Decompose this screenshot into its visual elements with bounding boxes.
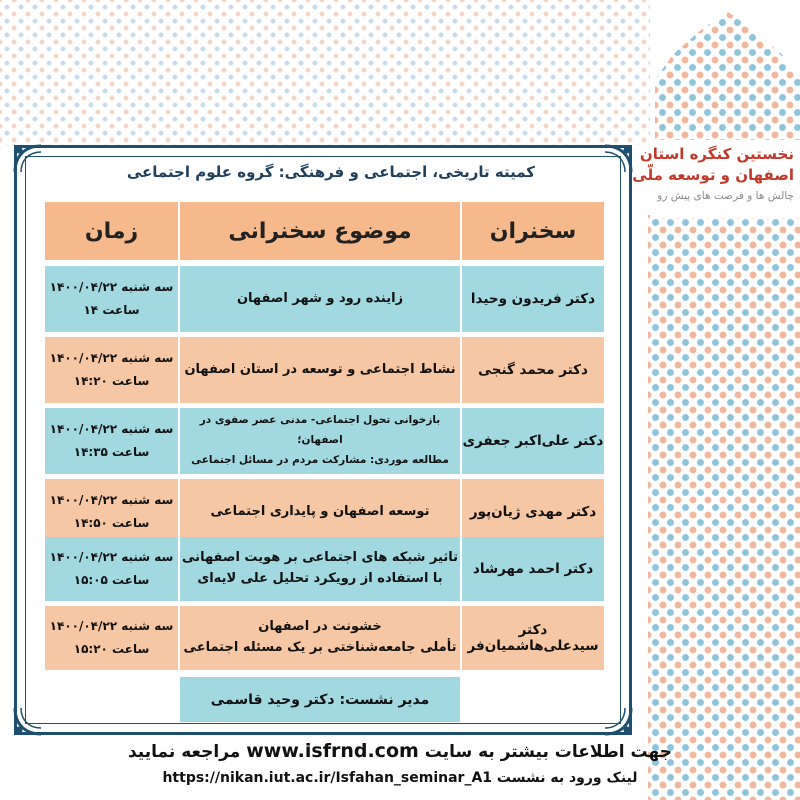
info-suffix: مراجعه نمایید xyxy=(127,742,241,762)
info-footer xyxy=(0,740,800,762)
topic-line: خشونت در اصفهان xyxy=(258,619,382,635)
session-date: سه شنبه ۱۴۰۰/۰۴/۲۲ xyxy=(49,550,174,565)
header-time xyxy=(45,202,178,260)
page-title: کمیته تاریخی، اجتماعی و فرهنگی: گروه علوم اجتماعی xyxy=(126,163,535,181)
row3-speaker xyxy=(462,408,604,474)
row5-time xyxy=(45,537,178,601)
topic-line: تأملی جامعه‌شناختی بر یک مسئله اجتماعی xyxy=(183,640,457,655)
session-date: سه شنبه ۱۴۰۰/۰۴/۲۲ xyxy=(49,619,174,634)
row4-topic xyxy=(180,479,460,545)
topic-line: بازخوانی تحول اجتماعی- مدنی عصر صفوی در اصفهان؛ xyxy=(199,414,441,447)
topic-line: با استفاده از رویکرد تحلیل علی لایه‌ای xyxy=(197,571,443,586)
topic-line: مطالعه موردی: مشارکت مردم در مسائل اجتماعی xyxy=(191,453,449,466)
row5-topic xyxy=(180,537,460,601)
corner-ornament-icon xyxy=(601,142,635,176)
session-moderator xyxy=(180,677,460,722)
arch-pattern xyxy=(655,0,800,145)
session-date: سه شنبه ۱۴۰۰/۰۴/۲۲ xyxy=(49,493,174,508)
corner-ornament-icon xyxy=(11,142,45,176)
session-time: ساعت ۱۴:۳۵ xyxy=(73,445,150,459)
row2-speaker xyxy=(462,337,604,403)
corner-ornament-icon xyxy=(11,704,45,738)
row4-time xyxy=(45,479,178,545)
row6-time xyxy=(45,606,178,670)
session-time: ساعت ۱۵:۲۰ xyxy=(73,642,150,656)
session-time: ساعت ۱۵:۰۵ xyxy=(73,573,150,587)
topic-line: زاینده رود و شهر اصفهان xyxy=(236,290,404,306)
topic-line: تاثیر شبکه های اجتماعی بر هویت اصفهانی xyxy=(182,550,458,566)
speaker-name: دکتر علی‌اکبر جعفری xyxy=(462,433,604,449)
info-prefix: جهت اطلاعات بیشتر به سایت xyxy=(424,742,672,762)
congress-title-line1: نخستین کنگره استان xyxy=(639,145,794,163)
website-link[interactable]: www.isfrnd.com xyxy=(246,740,419,762)
topic-line: توسعه اصفهان و پایداری اجتماعی xyxy=(210,503,430,519)
dotted-pattern-top xyxy=(0,0,650,145)
moderator-label: مدیر نشست: دکتر وحید قاسمی xyxy=(210,691,430,708)
congress-title-line2: اصفهان و توسعه ملّی xyxy=(632,166,794,184)
speaker-name: دکتر احمد مهرشاد xyxy=(472,561,594,577)
row2-topic xyxy=(180,337,460,403)
row6-speaker xyxy=(462,606,604,670)
row5-speaker xyxy=(462,537,604,601)
speaker-name: دکتر محمد گنجی xyxy=(478,362,588,378)
congress-subtitle: چالش ها و فرصت های پیش رو xyxy=(657,190,794,202)
row1-time xyxy=(45,266,178,332)
session-link-footer xyxy=(0,770,800,786)
dotted-pattern-side xyxy=(648,215,800,800)
session-time: ساعت ۱۴:۵۰ xyxy=(73,516,150,530)
session-time: ساعت ۱۴ xyxy=(83,303,140,317)
row1-speaker xyxy=(462,266,604,332)
row4-speaker xyxy=(462,479,604,545)
row3-topic xyxy=(180,408,460,474)
topic-line: نشاط اجتماعی و توسعه در استان اصفهان xyxy=(184,361,456,377)
speaker-name: دکتر مهدی ژیان‌پور xyxy=(469,504,597,520)
congress-logo-text xyxy=(632,140,800,218)
header-time-label: زمان xyxy=(84,218,139,244)
session-link-url[interactable]: https://nikan.iut.ac.ir/Isfahan_seminar_A1 xyxy=(162,770,493,786)
session-link-label: لینک ورود به نشست xyxy=(496,770,638,786)
row1-topic xyxy=(180,266,460,332)
session-date: سه شنبه ۱۴۰۰/۰۴/۲۲ xyxy=(49,422,174,437)
session-date: سه شنبه ۱۴۰۰/۰۴/۲۲ xyxy=(49,351,174,366)
corner-ornament-icon xyxy=(601,704,635,738)
speaker-name: دکتر سیدعلی‌هاشمیان‌فر xyxy=(467,622,599,654)
header-topic-label: موضوع سخنرانی xyxy=(228,218,412,244)
session-time: ساعت ۱۴:۲۰ xyxy=(73,374,150,388)
session-date: سه شنبه ۱۴۰۰/۰۴/۲۲ xyxy=(49,280,174,295)
row3-time xyxy=(45,408,178,474)
header-speakers-label: سخنران xyxy=(489,218,577,244)
row2-time xyxy=(45,337,178,403)
header-speakers xyxy=(462,202,604,260)
header-topic xyxy=(180,202,460,260)
row6-topic xyxy=(180,606,460,670)
speaker-name: دکتر فریدون وحیدا xyxy=(470,291,596,307)
